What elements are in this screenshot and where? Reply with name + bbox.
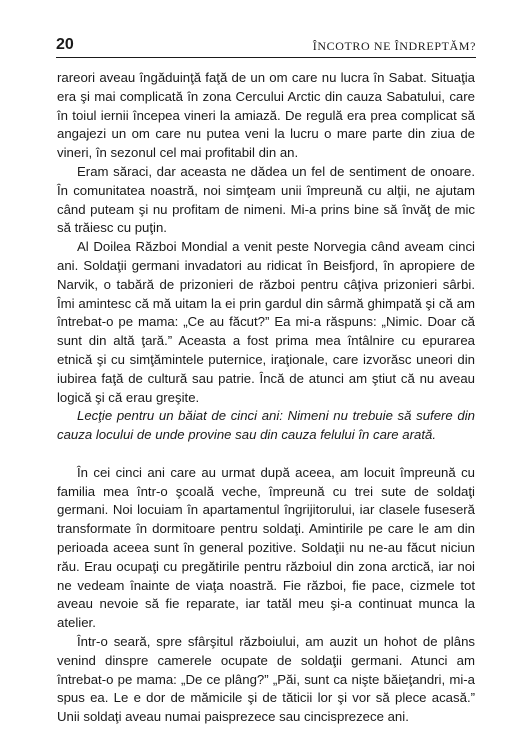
body-text: [57, 69, 475, 727]
paragraph: rareori aveau îngăduinţă faţă de un om care nu lucra în Sabat. Situaţia era şi mai complicată în zona Cercului Arctic din cauza Sabatului, care în toiul iernii începea vineri la amiază. De regulă era prea complicat să angajezi un om care nu putea veni la lucru o mare parte din ziua de vineri, în sezonul cel mai profitabil din an.: [57, 70, 475, 161]
lesson-paragraph: Lecţie pentru un băiat de cinci ani: Nimeni nu trebuie să sufere din cauza locului de unde provine sau din cauza felului în care arată.: [57, 408, 475, 443]
running-title: ÎNCOTRO NE ÎNDREPTĂM?: [312, 39, 476, 53]
section-spacer: [57, 445, 475, 464]
paragraph: Al Doilea Război Mondial a venit peste Norvegia când aveam cinci ani. Soldaţii germani invadatori au ridicat în Beisfjord, în apropiere de Narvik, o tabără de prizonieri de război pentru câţiva prizonieri sârbi. Îmi amintesc că mă uitam la ei prin gardul din sârmă ghimpată şi că am întrebat-o pe mama: „Ce au făcut?” Ea mi-a răspuns: „Nimic. Doar că sunt din altă ţară.” Aceasta a fost prima mea întâlnire cu epurarea etnică şi cu simţămintele puternice, iraţionale, care izvorăsc uneori din iubirea faţă de cultură sau patrie. Încă de atunci am ştiut că nu aveau logică şi că erau greşite.: [57, 239, 475, 405]
paragraph: În cei cinci ani care au urmat după aceea, am locuit împreună cu familia mea într-o şcoală veche, împreună cu trei sute de soldaţi germani. Noi locuiam în apartamentul îngrijitorului, iar clasele fuseseră transformate în dormitoare pentru soldaţi. Amintirile pe care le am din perioada aceea sunt în general pozitive. Soldaţii nu ne-au făcut niciun rău. Erau ocupaţi cu pregătirile pentru războiul din zona arctică, iar noi ne vedeam înainte de viaţa noastră. Fie război, fie pace, cizmele tot aveau nevoie să fie reparate, iar tatăl meu şi-a continuat munca la atelier.: [57, 464, 475, 631]
page-header: [56, 35, 476, 58]
paragraph: Într-o seară, spre sfârşitul războiului, am auzit un hohot de plâns venind dinspre camerele ocupate de soldaţii germani. Atunci am întrebat-o pe mama: „De ce plâng?” „Păi, sunt ca nişte băieţandri, mi-a spus ea. Le e dor de mămicile şi de tăticii lor şi vor să plece acasă.” Unii soldaţi aveau numai paisprezece sau cincisprezece ani.: [57, 633, 475, 725]
page-number: 20: [56, 36, 74, 53]
paragraph: Eram săraci, dar aceasta ne dădea un fel de sentiment de onoare. În comunitatea noastră, noi simţeam unii împreună cu alţii, ne ajutam când puteam şi nu profitam de nimeni. Mi-a prins bine să învăţ de mic să trăiesc cu puţin.: [57, 163, 475, 236]
